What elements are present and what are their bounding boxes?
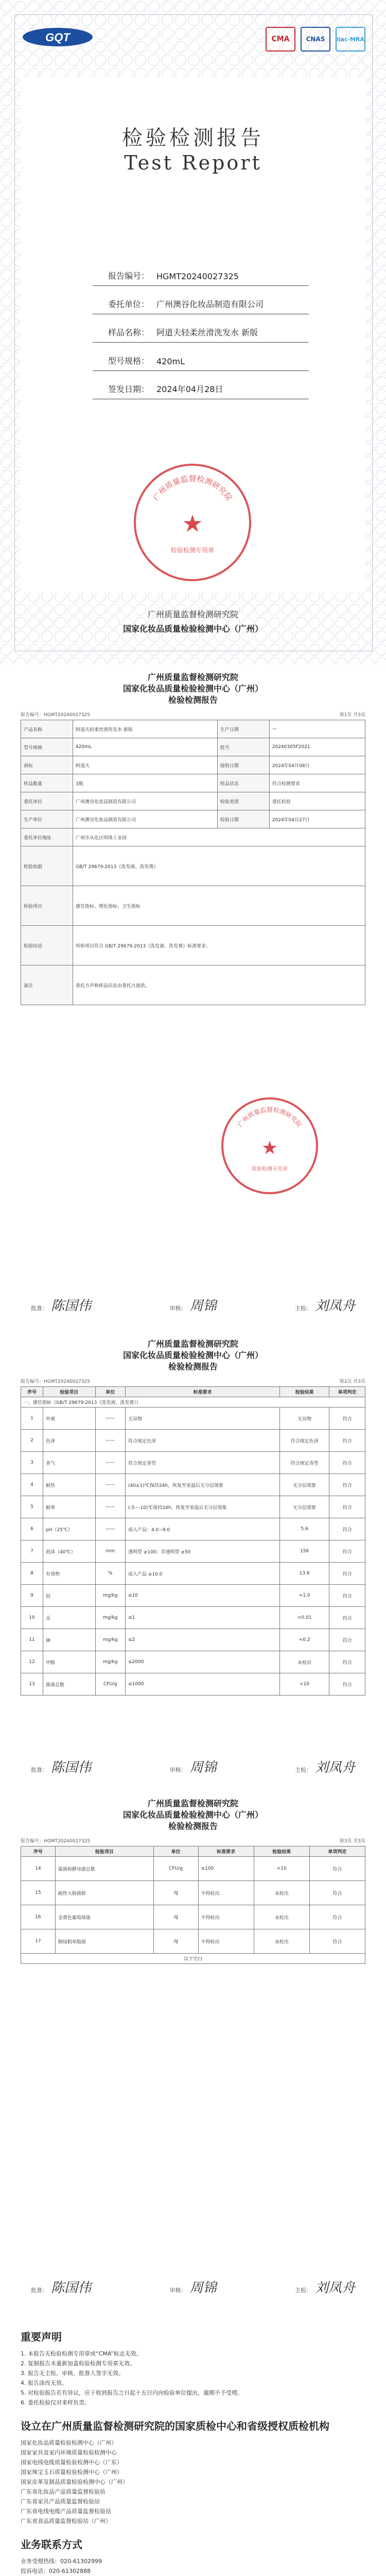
list-item: 国家电线电缆质量检验检测中心（广东） [21,2459,122,2466]
results-row [21,1452,365,1474]
results-cell: —— [95,1408,125,1430]
approve-label: 批准： [31,1305,48,1312]
list-item: 国家珠宝玉石质量检验检测中心（广州） [21,2469,122,2476]
p2-header-center: 国家化妆品质量检验检测中心（广州） [122,684,263,693]
centers-title: 设立在广州质量监督检测研究院的国家质检中心和省级授权质检机构 [21,2420,329,2432]
stamp-sub-text: 检验检测专用章 [170,547,215,554]
stamp2-arc-text: 广州质量监督检测研究院 [236,1106,303,1129]
p4-signatures [31,2277,355,2296]
results-row [21,1857,365,1881]
page-mark: 第3页 共3页 [339,1839,365,1844]
results-cell: 耐热 [43,1474,95,1496]
summary-cell-k1: 检验结论 [21,926,73,965]
results-cell: mg/kg [95,1651,125,1673]
results-cell: 霉菌和酵母菌总数 [55,1857,153,1881]
results-row [21,1905,365,1929]
list-item: 广东省食品质量监督检验站（广州） [21,2518,111,2524]
results-cell: <10 [254,1857,309,1881]
results-cell: CFU/g [95,1673,125,1696]
results-cell: 15 [21,1881,56,1905]
value: 阿道夫轻柔丝滑洗发水 新版 [156,328,258,337]
results-head-cell: 单项判定 [329,1387,365,1397]
cover-center: 国家化妆品质量检验检测中心（广州） [122,624,263,634]
results-cell: 耐寒 [43,1496,95,1518]
info-row-sample [93,320,309,343]
review-label: 审核： [169,1305,187,1312]
list-item: 业务受理热线：020-61302999 [21,2558,102,2565]
results-cell: ≤10 [125,1585,279,1607]
p2-header-org: 广州质量监督检测研究院 [147,672,238,682]
results-cell: /g [153,1929,198,1954]
results-cell: 不得检出 [198,1929,254,1954]
summary-cell-k1: 产品名称 [21,720,73,738]
p3-report-no-row [21,1378,365,1384]
results-row [21,1474,365,1496]
list-item: 6. 委托检验仅对来样负责。 [21,2399,90,2406]
p3-signatures [31,1757,355,1776]
results-cell: <0.01 [280,1607,329,1629]
results-cell: 符合规定香型 [280,1452,329,1474]
stamp-arc-text: 广州质量监督检测研究院 [151,474,234,503]
summary-cell-v1: 广州澳谷化妆品制造有限公司 [73,792,218,810]
results-cell: 符合 [329,1518,365,1540]
results-cell: <10 [280,1673,329,1696]
results-head-cell: 单位 [95,1387,125,1397]
p3-header-center: 国家化妆品质量检验检测中心（广州） [122,1350,263,1360]
info-row-date [93,377,309,399]
list-item: 5. 对检验报告若有异议，应于收到报告之日起十五日内向检验单位提出，逾期不予受理。 [21,2389,243,2396]
results-cell: 有效物 [43,1563,95,1585]
summary-cell-k1: 型号规格 [21,738,73,756]
summary-cell-v1: 感官指标、理化指标、卫生指标 [73,886,365,926]
results-cell: —— [95,1430,125,1452]
results-cell: 17 [21,1929,56,1954]
results-cell: 符合 [329,1563,365,1585]
results-cell: % [95,1563,125,1585]
results-cell: 符合 [309,1929,365,1954]
summary-cell-k1: 检验项目 [21,886,73,926]
results-cell: 汞 [43,1607,95,1629]
centers-list [21,2438,365,2526]
summary-cell-v2: 委托检验 [269,792,365,810]
results-cell: 不得检出 [198,1905,254,1929]
cover-page [0,0,386,665]
results-cell: 成人产品 ≥10.0 [125,1563,279,1585]
label: 签发日期： [108,384,149,394]
ilac-mark: ilac-MRA [336,27,365,52]
declaration-items [21,2349,365,2408]
results-cell: —— [95,1474,125,1496]
review-signature: 周锦 [189,1760,217,1775]
gqt-logo [22,27,94,49]
summary-cell-v1: 所检项目符合 GB/T 29679-2013《洗发液、洗发膏》标准要求。 [73,926,365,965]
value: HGMT20240027325 [156,272,239,281]
info-row-spec [93,349,309,371]
summary-cell-v1: 阿道夫 [73,756,218,774]
results-cell: 2 [21,1430,43,1452]
results-cell: 156 [280,1540,329,1563]
page-mark: 第2页 共3页 [339,1379,365,1384]
p2-header-doc: 检验检测报告 [168,695,218,705]
title-cn: 检验检测报告 [122,126,264,150]
review-label: 审核： [169,2287,187,2294]
summary-cell-k2: 检验类别 [217,792,269,810]
results-cell: /g [153,1881,198,1905]
results-head-cell: 标准要求 [198,1846,254,1857]
approve-signature: 陈国伟 [51,1760,92,1775]
summary-row [21,926,365,965]
summary-row [21,846,365,886]
results-row [21,1651,365,1673]
summary-cell-v1: 阿道夫轻柔丝滑洗发水 新版 [73,720,218,738]
results-cell: <1.0 [280,1585,329,1607]
results-cell: 符合 [329,1540,365,1563]
results-cell: ≤1000 [125,1673,279,1696]
results-row [21,1881,365,1905]
results-cell: mm [95,1540,125,1563]
test-label: 主检： [294,1305,312,1312]
test-label: 主检： [294,1767,312,1773]
results-cell: —— [95,1518,125,1540]
value: 广州澳谷化妆品制造有限公司 [156,299,264,309]
list-item: 广东省电线电缆产品质量监督检验站 [21,2508,111,2515]
results-cell: 不得检出 [198,1881,254,1905]
value: 2024年04月28日 [156,384,223,394]
results-row [21,1540,365,1563]
results-cell: 无分层现象 [280,1496,329,1518]
results-cell: 色泽 [43,1430,95,1452]
summary-cell-v2: 2024年04月27日 [269,810,365,828]
list-item: 4. 报告涂改无效。 [21,2380,67,2386]
results-head-row [21,1387,365,1397]
results-cell: 5 [21,1496,43,1518]
results-page [0,1329,386,1788]
results-cell: 8 [21,1563,43,1585]
results-cell: 未检出 [254,1905,309,1929]
results-table-2 [21,1846,365,1964]
report-no: 报告编号：HGMT20240027325 [21,1379,90,1384]
summary-cell-k1: 检验依据 [21,846,73,886]
cnas-mark: CNAS [301,27,330,52]
label: 报告编号： [108,271,149,281]
summary-cell-k1: 备注 [21,965,73,1005]
summary-row [21,965,365,1005]
summary-row [21,886,365,926]
results-cell: 符合 [329,1474,365,1496]
summary-cell-k1: 生产单位 [21,810,73,828]
results-cell: (40±1)℃保持24h，恢复至室温后无分层现象 [125,1474,279,1496]
report-no: 报告编号：HGMT20240027325 [21,1839,90,1844]
summary-cell-k2: 样品状态 [217,774,269,792]
declaration-page [0,2313,386,2576]
summary-cell-v1: 广州澳谷化妆品制造有限公司 [73,810,218,828]
results-cell: mg/kg [95,1629,125,1651]
label: 样品名称： [108,328,149,337]
p2-signatures [31,1295,355,1314]
results-cell: 10 [21,1607,43,1629]
results-cell: —— [95,1496,125,1518]
list-item: 2. 复制报告未重新加盖检验检测专用章无效。 [21,2360,135,2367]
results-cell: 符合 [329,1430,365,1452]
logo-text: GQT [45,31,70,44]
summary-cell-k2: 批号 [217,738,269,756]
results-cell: 11 [21,1629,43,1651]
results-head-cell: 序号 [21,1387,43,1397]
results-head-cell: 检验结果 [280,1387,329,1397]
results-cell: 未检出 [254,1881,309,1905]
results-cell: 耐热大肠菌群 [55,1881,153,1905]
info-row-report-no [93,264,309,286]
results-cell: 香气 [43,1452,95,1474]
cover-org: 广州质量监督检测研究院 [147,609,238,619]
results-cell: 13.6 [280,1563,329,1585]
summary-cell-v2: — [269,720,365,738]
approve-label: 批准： [31,2287,48,2294]
results-cell: 13 [21,1673,43,1696]
blank-note: 以下空白 [21,1954,365,1964]
results-cell: <0.2 [280,1629,329,1651]
results-cell: ≤1 [125,1607,279,1629]
cma-mark: CMA [266,27,295,52]
p3-header-org: 广州质量监督检测研究院 [147,1339,238,1349]
results-cell: 铅 [43,1585,95,1607]
results-row [21,1408,365,1430]
approve-signature: 陈国伟 [51,1298,92,1314]
results-cell: 16 [21,1905,56,1929]
list-item: 广东省化妆品产品质量监督检验站 [21,2488,106,2495]
results-cell: ≤100 [198,1857,254,1881]
info-row-client [93,292,309,314]
results-cell: 符合 [329,1607,365,1629]
results-row [21,1563,365,1585]
results-head-cell: 检验项目 [55,1846,153,1857]
p4-header-center: 国家化妆品质量检验检测中心（广州） [122,1810,263,1820]
results-cell: 6 [21,1518,43,1540]
summary-cell-k2: 接收日期 [217,756,269,774]
summary-table [21,720,365,1005]
results-cell: 符合 [329,1408,365,1430]
summary-cell-v1: 广州市从化区明珠工业园 [73,828,365,846]
results-cell: 符合 [309,1857,365,1881]
results-head-cell: 单位 [153,1846,198,1857]
results-cell: 1 [21,1408,43,1430]
results-cell: ≤2000 [125,1651,279,1673]
review-signature: 周锦 [189,2280,217,2296]
results-cell: 透明型 ≥100；非透明型 ≥50 [125,1540,279,1563]
p2-report-no-row [21,711,365,718]
list-item: 1. 本报告无检验检测专用章或“CMA”标志无效。 [21,2350,142,2357]
results-row [21,1929,365,1954]
summary-cell-v2: 20240305F2021 [269,738,365,756]
contact-title: 业务联系方式 [21,2538,82,2551]
results-cell: 无异物 [280,1408,329,1430]
svg-text:广州质量监督检测研究院 [236,1106,303,1128]
results-cell: 未检出 [254,1929,309,1954]
results-cell: ≤2 [125,1629,279,1651]
summary-row [21,738,365,756]
svg-text:★: ★ [182,510,203,537]
results-cell: 符合规定香型 [125,1452,279,1474]
results-cell: mg/kg [95,1585,125,1607]
results-cell: 未检出 [280,1651,329,1673]
results-cell: 成人产品：4.0~9.0 [125,1518,279,1540]
results-head-cell: 检验结果 [254,1846,309,1857]
results-cell: 3 [21,1452,43,1474]
report-no: 报告编号：HGMT20240027325 [21,713,90,718]
summary-cell-k1: 委托单位 [21,792,73,810]
results-row [21,1518,365,1540]
svg-text:广州质量监督检测研究院 [151,474,234,502]
results-head-cell: 单项判定 [309,1846,365,1857]
results-cell: 泡沫（40℃） [43,1540,95,1563]
results-cell: 符合规定色泽 [280,1430,329,1452]
summary-row [21,720,365,738]
summary-cell-v2: 符合检测要求 [269,774,365,792]
approve-signature: 陈国伟 [51,2280,92,2296]
results-row [21,1585,365,1607]
results-row [21,1629,365,1651]
page-mark: 第1页 共3页 [339,713,365,718]
results-cell: 符合 [329,1629,365,1651]
results-cell: (-5~-10)℃保持24h，恢复至室温后无分层现象 [125,1496,279,1518]
results-cell: 符合 [329,1452,365,1474]
title-en: Test Report [124,151,262,174]
results-head-cell: 序号 [21,1846,56,1857]
results-row [21,1496,365,1518]
results-cell: 符合 [309,1881,365,1905]
results-cell: pH（25℃） [43,1518,95,1540]
stamp2-sub-text: 检验检测专用章 [252,1166,288,1172]
results-head-row-2 [21,1846,365,1857]
results-section: 一、感官指标（GB/T 29679-2013《洗发液、洗发膏》） [21,1397,365,1408]
summary-cell-k1: 样品数量 [21,774,73,792]
results-cell: 无异物 [125,1408,279,1430]
results-cell: 14 [21,1857,56,1881]
results-cell: 5.6 [280,1518,329,1540]
review-label: 审核： [169,1767,187,1773]
results-cell: 外观 [43,1408,95,1430]
results-cell: mg/kg [95,1607,125,1629]
results-row [21,1673,365,1696]
summary-cell-k1: 商标 [21,756,73,774]
summary-page [0,665,386,1329]
summary-cell-v1: 420mL [73,738,218,756]
summary-cell-k2: 生产日期 [217,720,269,738]
summary-row [21,792,365,810]
summary-row [21,810,365,828]
test-signature: 刘凤舟 [314,2280,355,2296]
p3-header-doc: 检验检测报告 [168,1362,218,1371]
p4-header-org: 广州质量监督检测研究院 [147,1799,238,1808]
results-cell: 铜绿假单胞菌 [55,1929,153,1954]
results-head-cell: 检验项目 [43,1387,95,1397]
contacts-list [21,2556,365,2576]
summary-cell-v1: 3瓶 [73,774,218,792]
label: 委托单位： [108,299,149,309]
summary-cell-v1: 委托方声称样品信息由委托方提供。 [73,965,365,1005]
results-cell: 砷 [43,1629,95,1651]
results-cell: CFU/g [153,1857,198,1881]
declaration-title: 重要声明 [21,2331,62,2343]
results-cell: 甲醇 [43,1651,95,1673]
results-page-2 [0,1788,386,2313]
results-cell: 符合 [329,1673,365,1696]
test-signature: 刘凤舟 [314,1760,355,1775]
cover-info [93,264,309,405]
summary-cell-k2: 检验日期 [217,810,269,828]
results-cell: /g [153,1905,198,1929]
results-cell: 12 [21,1651,43,1673]
cert-marks [266,27,365,52]
results-row [21,1430,365,1452]
list-item: 投诉电话：020-61302888 [21,2568,91,2574]
list-item: 国家家具及室内环境质量检验检测中心 [21,2449,117,2456]
p4-header-doc: 检验检测报告 [168,1821,218,1831]
test-signature: 刘凤舟 [314,1298,355,1314]
list-item: 国家化妆品质量检验检测中心（广州） [21,2439,117,2446]
summary-cell-k1: 委托单位地址 [21,828,73,846]
results-cell: 菌落总数 [43,1673,95,1696]
test-label: 主检： [294,2287,312,2294]
list-item: 3. 报告无主检、审核、批准人签字无效。 [21,2370,124,2377]
results-cell: 金黄色葡萄球菌 [55,1905,153,1929]
results-cell: 9 [21,1585,43,1607]
cover-red-stamp [134,464,251,581]
p4-report-no-row [21,1837,365,1844]
summary-cell-v1: GB/T 29679-2013《洗发液、洗发膏》 [73,846,365,886]
value: 420mL [156,357,185,366]
summary-cell-v2: 2024年04月08日 [269,756,365,774]
results-table [21,1386,365,1696]
results-cell: 符合 [329,1496,365,1518]
svg-text:★: ★ [261,1138,278,1159]
results-cell: 4 [21,1474,43,1496]
results-cell: 符合 [329,1651,365,1673]
results-head-cell: 标准要求 [125,1387,279,1397]
summary-red-stamp [221,1097,318,1194]
summary-row [21,774,365,792]
review-signature: 周锦 [189,1298,217,1314]
list-item: 国家皮革及制品质量检验检测中心（广州） [21,2479,128,2485]
list-item: 广东省家具产品质量监督检验站 [21,2498,100,2505]
results-row [21,1607,365,1629]
results-cell: 7 [21,1540,43,1563]
results-cell: —— [95,1452,125,1474]
results-cell: 符合规定色泽 [125,1430,279,1452]
approve-label: 批准： [31,1767,48,1773]
label: 型号规格： [108,356,149,366]
summary-row [21,828,365,846]
results-cell: 符合 [309,1905,365,1929]
results-cell: 无分层现象 [280,1474,329,1496]
summary-row [21,756,365,774]
results-cell: 符合 [329,1585,365,1607]
